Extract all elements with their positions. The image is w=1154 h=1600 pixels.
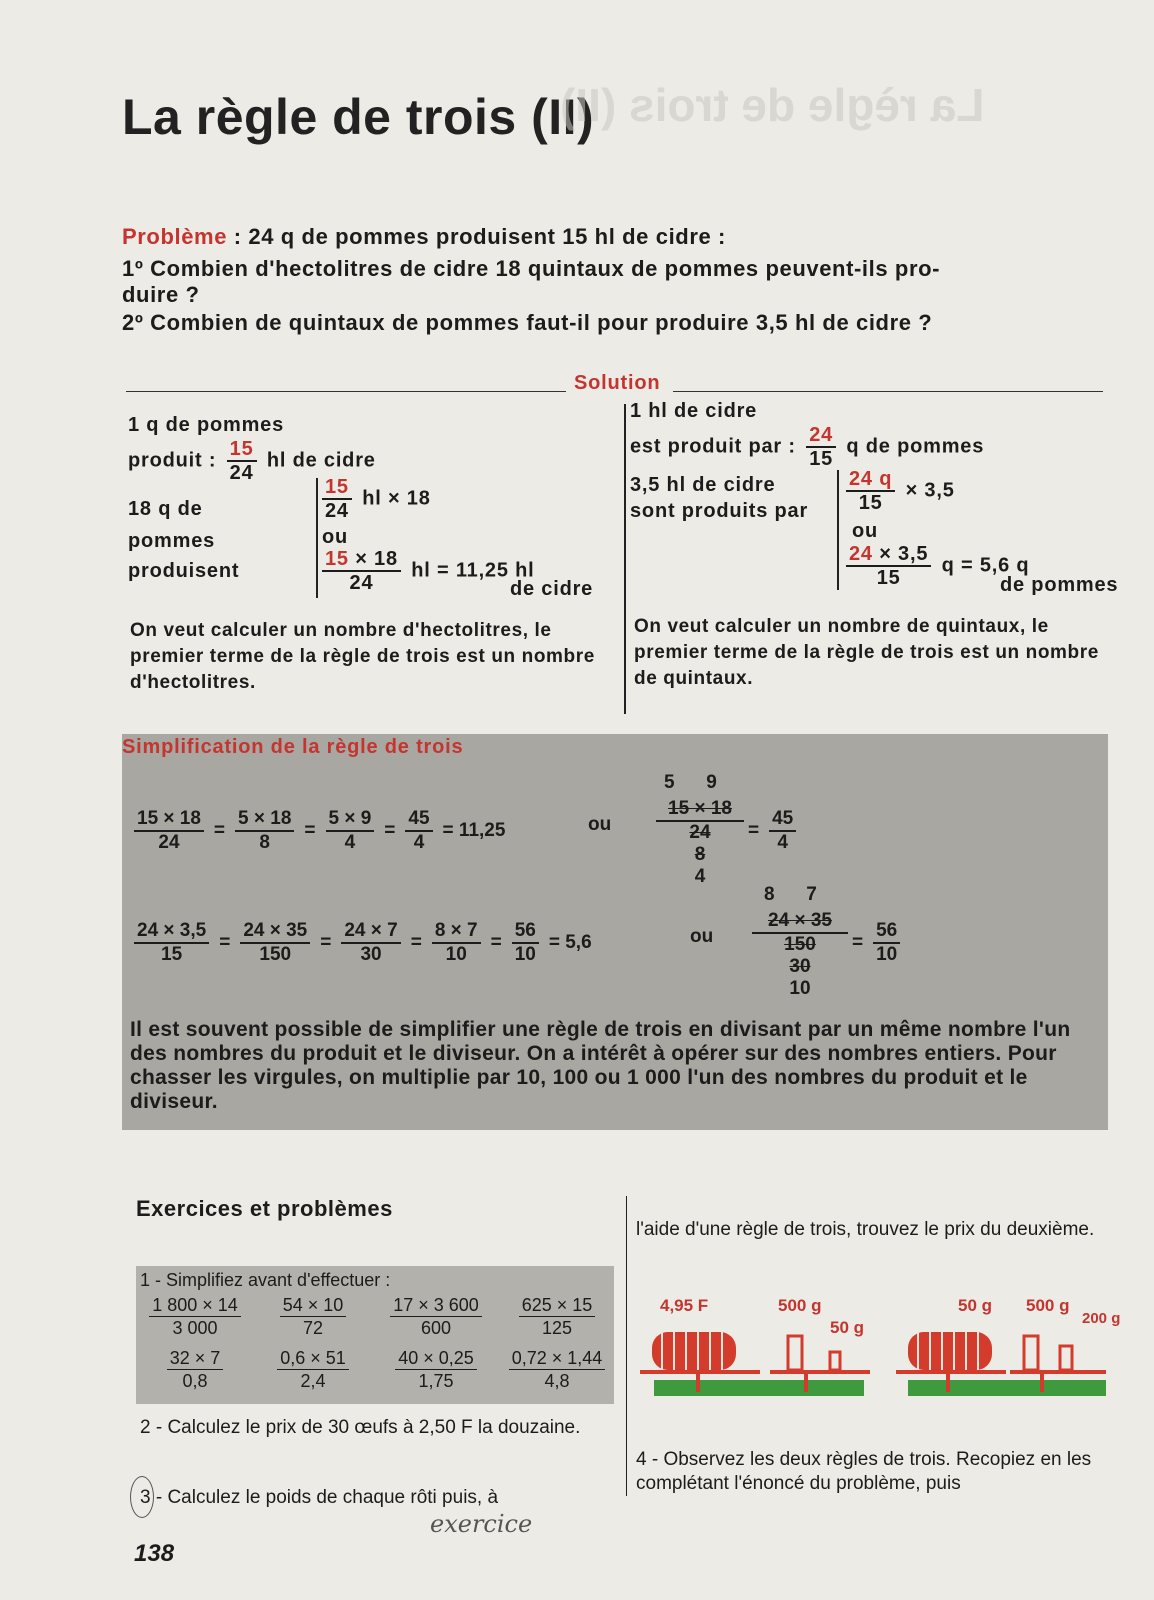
exercise-1-label: 1 - Simplifiez avant d'effectuer : [140, 1270, 391, 1290]
fraction-numerator: 5 × 9 [326, 808, 375, 832]
right-ou: ou [852, 520, 879, 542]
exercise-3-continued: l'aide d'une règle de trois, trouvez le prix du deuxième. [636, 1219, 1095, 1240]
simplification-rule: Il est souvent possible de simplifier une règle de trois en divisant par un même nombre l'un des nombres du produit et le diviseur. On a intérêt à opérer sur des nombres entiers. Pour chasser les virgules, on multiplie par 10, 100 ou 1 000 l'un des nombres du produit et le diviseur. [130, 1018, 1071, 1113]
equals-sign: = [384, 820, 396, 841]
right-line-3: 3,5 hl de cidre [630, 474, 776, 496]
fraction-denominator: 24 [349, 572, 374, 594]
fraction-denominator: 15 [876, 567, 901, 589]
fraction-numerator: 15 × 18 [134, 808, 204, 832]
fraction-denominator: 24 [229, 462, 254, 484]
row1-cancel-frac [769, 808, 796, 854]
column-divider [624, 404, 626, 714]
simplification-title: Simplification de la règle de trois [122, 736, 464, 758]
fraction-numerator: 625 × 15 [519, 1294, 596, 1317]
exercise-1-fraction [504, 1294, 610, 1339]
fraction-denominator: 10 [514, 944, 536, 965]
fraction-denominator: 600 [420, 1318, 452, 1338]
equals-sign: = [748, 820, 760, 841]
fraction-numerator-rest: × 3,5 [879, 543, 929, 565]
bleed-through-text: La règle de trois (II) [560, 79, 985, 131]
left-note: On veut calculer un nombre d'hectolitres, le premier terme de la règle de trois est un nombre d'hectolitres. [130, 620, 595, 693]
fraction-numerator: 1 800 × 14 [149, 1294, 241, 1317]
left-fraction-a [322, 476, 352, 522]
exercise-1-grid [136, 1294, 614, 1392]
fraction-denominator: 4 [413, 832, 425, 853]
right-q-pommes: q de pommes [846, 435, 985, 458]
fraction-numerator: 24 q [846, 468, 895, 492]
row1-cancel-den: 24 [689, 822, 711, 843]
row2-frac-4 [432, 920, 481, 966]
exercise-1-fraction [140, 1294, 250, 1339]
row2-cancel-den-3: 10 [789, 978, 811, 999]
simplification-row-1 [130, 808, 505, 854]
row1-cancel-den-3: 4 [694, 866, 706, 887]
exercise-1-fraction [504, 1347, 610, 1392]
exercise-1-fraction [376, 1294, 496, 1339]
row2-cancel-numerator: 24 × 35 [752, 910, 848, 934]
row2-frac-1 [134, 920, 209, 966]
right-line-4: sont produits par [630, 500, 809, 522]
fraction-denominator: 15 [858, 492, 883, 514]
weight-label-200g: 200 g [1082, 1310, 1121, 1327]
row1-cancel-result [748, 808, 800, 854]
left-calc-a-rest: hl × 18 [362, 487, 431, 510]
fraction-denominator: 24 [158, 832, 180, 853]
left-line-1: 1 q de pommes [128, 414, 284, 436]
fraction-denominator: 0,8 [182, 1371, 208, 1391]
exercise-4: 4 - Observez les deux règles de trois. Recopiez en les complétant l'énoncé du problème, puis [636, 1449, 1092, 1494]
page-number: 138 [134, 1540, 175, 1567]
fraction-numerator: 15 [322, 476, 352, 500]
fraction-numerator: 56 [512, 920, 539, 944]
fraction-denominator: 150 [259, 944, 292, 965]
row2-frac-2 [240, 920, 310, 966]
fraction-numerator: 5 × 18 [235, 808, 294, 832]
right-fraction-24-15 [806, 424, 836, 470]
left-line-5: produisent [128, 560, 240, 582]
page-title: La règle de trois (II) [122, 89, 595, 145]
left-result: hl = 11,25 hl [411, 559, 535, 582]
fraction-numerator: 15 [227, 438, 257, 462]
row2-cancel-den-2: 30 [789, 956, 811, 977]
handwritten-note: exercice [430, 1510, 533, 1538]
exercise-1-fraction [140, 1347, 250, 1392]
fraction-numerator: 8 × 7 [432, 920, 481, 944]
fraction-denominator: 2,4 [300, 1371, 326, 1391]
fraction-denominator: 8 [259, 832, 270, 853]
fraction-denominator: 1,75 [418, 1371, 454, 1391]
fraction-numerator: 45 [405, 808, 432, 832]
equals-sign: = [410, 932, 422, 953]
right-calc-a-rest: × 3,5 [905, 479, 955, 502]
equals-sign: = [304, 820, 316, 841]
weight-label-50g-2: 50 g [958, 1296, 993, 1315]
fraction-denominator: 4,8 [544, 1371, 570, 1391]
fraction-denominator: 10 [876, 944, 898, 965]
row1-frac-4 [405, 808, 432, 854]
right-note: On veut calculer un nombre de quintaux, le premier terme de la règle de trois est un nombre de quintaux. [634, 616, 1099, 689]
left-fraction-b [322, 548, 401, 594]
row1-cancel-top: 5 9 [664, 772, 717, 793]
right-fraction-b [846, 543, 931, 589]
right-line-1: 1 hl de cidre [630, 400, 758, 422]
fraction-numerator: 54 × 10 [280, 1294, 347, 1317]
exercises-column-divider [626, 1196, 627, 1496]
left-line-4: pommes [128, 530, 216, 552]
simplification-row-2 [130, 920, 592, 966]
fraction-numerator-red: 15 [325, 548, 349, 570]
right-result-unit: de pommes [1000, 574, 1119, 596]
equals-sign: = [852, 932, 864, 953]
green-base-left [654, 1380, 864, 1396]
row1-cancel-numerator: 15 × 18 [656, 798, 744, 822]
weight-label-500g: 500 g [778, 1296, 822, 1315]
left-produit: produit : [128, 449, 217, 472]
left-line-3: 18 q de [128, 498, 203, 520]
row2-cancel-result [852, 920, 904, 966]
weight-label-50g: 50 g [830, 1318, 865, 1337]
exercises-heading: Exercices et problèmes [136, 1196, 393, 1221]
row2-cancel-den: 150 [784, 934, 816, 955]
exercise-3: 3 - Calculez le poids de chaque rôti puis, à [140, 1487, 499, 1508]
left-ou: ou [322, 526, 349, 548]
row2-frac-3 [341, 920, 400, 966]
problem-statement: : 24 q de pommes produisent 15 hl de cidre : [233, 224, 726, 249]
fraction-denominator: 15 [809, 448, 834, 470]
fraction-denominator: 72 [302, 1318, 324, 1338]
solution-rule-right [673, 391, 1103, 392]
row2-ou: ou [690, 926, 714, 947]
equals-sign: = [219, 932, 231, 953]
fraction-denominator: 4 [344, 832, 356, 853]
equals-sign: = [320, 932, 332, 953]
row2-result: = 5,6 [548, 932, 592, 953]
row2-cancel-frac [873, 920, 900, 966]
fraction-numerator: 24 [806, 424, 836, 448]
row2-cancel-stack [752, 910, 848, 1000]
left-calc-a [318, 476, 431, 522]
solution-label: Solution [574, 372, 661, 394]
handwritten-circle [130, 1476, 154, 1518]
right-fraction-a [846, 468, 895, 514]
fraction-numerator: 17 × 3 600 [390, 1294, 482, 1317]
right-line-2 [630, 424, 984, 470]
row1-ou: ou [588, 814, 612, 835]
row2-frac-5 [512, 920, 539, 966]
row1-result: = 11,25 [442, 820, 506, 841]
right-produit-par: est produit par : [630, 435, 796, 458]
fraction-numerator-red: 24 [849, 543, 873, 565]
right-calc-a [842, 468, 955, 514]
fraction-numerator: 45 [769, 808, 796, 832]
left-calc-b [318, 548, 535, 594]
question-1-cont: duire ? [122, 282, 200, 307]
right-result: q = 5,6 q [941, 554, 1030, 577]
fraction-numerator: 40 × 0,25 [395, 1347, 477, 1370]
equals-sign: = [490, 932, 502, 953]
right-bracket [837, 470, 839, 590]
fraction-denominator: 24 [325, 500, 349, 522]
fraction-denominator: 10 [445, 944, 467, 965]
fraction-numerator-rest: × 18 [355, 548, 398, 570]
fraction-numerator: 56 [873, 920, 900, 944]
green-base-right [908, 1380, 1106, 1396]
row2-cancel-top: 8 7 [764, 884, 817, 905]
fraction-denominator: 4 [777, 832, 788, 853]
fraction-numerator: 0,72 × 1,44 [509, 1347, 606, 1370]
fraction-denominator: 30 [360, 944, 382, 965]
problem-label: Problème [122, 224, 228, 249]
row1-cancel-stack [656, 798, 744, 888]
fraction-numerator: 24 × 35 [240, 920, 310, 944]
question-1: 1º Combien d'hectolitres de cidre 18 quintaux de pommes peuvent-ils pro- [122, 256, 941, 281]
solution-rule-left [126, 391, 566, 392]
price-label: 4,95 F [660, 1296, 709, 1315]
fraction-denominator: 125 [541, 1318, 573, 1338]
exercise-2: 2 - Calculez le prix de 30 œufs à 2,50 F la douzaine. [140, 1417, 581, 1438]
left-result-unit: de cidre [510, 578, 594, 600]
fraction-numerator: 24 × 7 [341, 920, 400, 944]
fraction-numerator: 32 × 7 [167, 1347, 224, 1370]
left-hl-cidre: hl de cidre [266, 449, 376, 472]
left-fraction-15-24 [227, 438, 257, 484]
fraction-denominator: 3 000 [172, 1318, 218, 1338]
exercise-1-fraction [376, 1347, 496, 1392]
row1-frac-1 [134, 808, 204, 854]
row1-frac-3 [326, 808, 375, 854]
row1-frac-2 [235, 808, 294, 854]
question-2: 2º Combien de quintaux de pommes faut-il pour produire 3,5 hl de cidre ? [122, 310, 933, 335]
problem-line [122, 224, 726, 250]
fraction-numerator: 0,6 × 51 [277, 1347, 349, 1370]
fraction-numerator: 24 × 3,5 [134, 920, 209, 944]
scales-illustration [640, 1318, 1106, 1410]
exercise-1-fraction [258, 1294, 368, 1339]
weight-label-500g-2: 500 g [1026, 1296, 1070, 1315]
equals-sign: = [213, 820, 226, 841]
row1-cancel-den-2: 8 [694, 844, 706, 865]
exercise-1-fraction [258, 1347, 368, 1392]
fraction-denominator: 15 [161, 944, 183, 965]
